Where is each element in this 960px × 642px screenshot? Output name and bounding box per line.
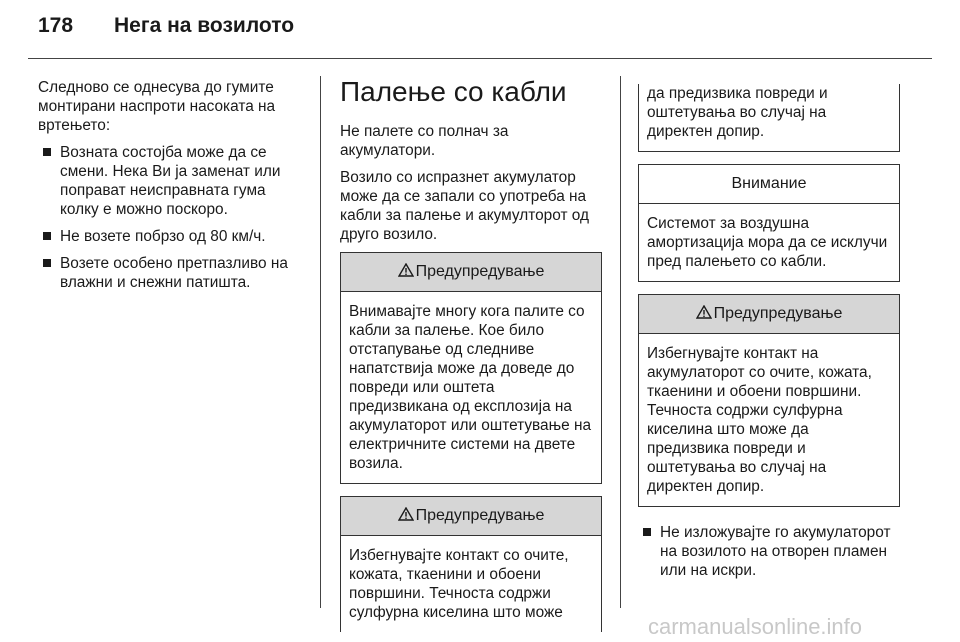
watermark: carmanualsonline.info bbox=[648, 614, 863, 639]
bullet-item: Не изложувајте го акумулаторот на возилото на отворен пламен или на искри. bbox=[638, 523, 900, 580]
warning-title: Предупредување bbox=[415, 507, 545, 524]
warning-title: Предупредување bbox=[713, 305, 843, 322]
caution-text: Системот за воздушна амортизација мора да се исклучи пред палењето со кабли. bbox=[647, 215, 888, 270]
column-2 bbox=[340, 76, 602, 632]
warning-text: Избегнувајте контакт на акумулаторот со очите, кожата, ткаенини и обоени површини. Течноста содржи сулфурна киселина што може да предизвика повреди и оштетувања во случај на директен допир. bbox=[647, 345, 872, 495]
page-number: 178 bbox=[38, 14, 74, 37]
warning-box bbox=[340, 252, 602, 484]
caution-box bbox=[638, 164, 900, 282]
column-3 bbox=[638, 84, 900, 588]
warning-box-header bbox=[341, 253, 601, 292]
warning-box-continued bbox=[638, 84, 900, 152]
warning-box-header bbox=[341, 497, 601, 536]
page-title: Нега на возилото bbox=[114, 14, 295, 37]
bullet-item: Возната состојба може да се смени. Нека Ви ја заменат или поправат неисправната гума колку е можно поскоро. bbox=[38, 143, 302, 219]
warning-text: Избегнувајте контакт со очите, кожата, ткаенини и обоени површини. Течноста содржи сулфурна киселина што може bbox=[349, 547, 569, 621]
bullet-list bbox=[38, 143, 302, 292]
warning-box bbox=[340, 496, 602, 632]
warning-text: Внимавајте многу кога палите со кабли за палење. Кое било отстапување од следниве напатствија може да доведе до повреди или оштета предизвикана од експлозија на акумулаторот или оштетување на електричните системи на двете возила. bbox=[349, 303, 592, 472]
header-rule bbox=[28, 58, 932, 59]
warning-triangle-icon bbox=[696, 305, 712, 319]
page-header bbox=[38, 14, 294, 38]
bullet-item: Возете особено претпазливо на влажни и снежни патишта. bbox=[38, 254, 302, 292]
warning-box-header bbox=[639, 295, 899, 334]
bullet-item: Не возете побрзо од 80 км/ч. bbox=[38, 227, 302, 246]
warning-triangle-icon bbox=[398, 507, 414, 521]
column-1 bbox=[38, 78, 302, 300]
column-divider bbox=[620, 76, 621, 608]
paragraph: Возило со испразнет акумулатор може да се запали со употреба на кабли за палење и акумулторот од друго возило. bbox=[340, 169, 589, 243]
paragraph: Не палете со полнач за акумулатори. bbox=[340, 123, 509, 159]
warning-text-continued: да предизвика повреди и оштетувања во случај на директен допир. bbox=[647, 85, 828, 140]
section-heading: Палење со кабли bbox=[340, 76, 567, 107]
warning-title: Предупредување bbox=[415, 263, 545, 280]
column-divider bbox=[320, 76, 321, 608]
warning-triangle-icon bbox=[398, 263, 414, 277]
bullet-list bbox=[638, 523, 900, 580]
intro-paragraph: Следново се однесува до гумите монтирани наспроти насоката на вртењето: bbox=[38, 79, 276, 134]
warning-box bbox=[638, 294, 900, 507]
caution-title: Внимание bbox=[639, 165, 899, 204]
